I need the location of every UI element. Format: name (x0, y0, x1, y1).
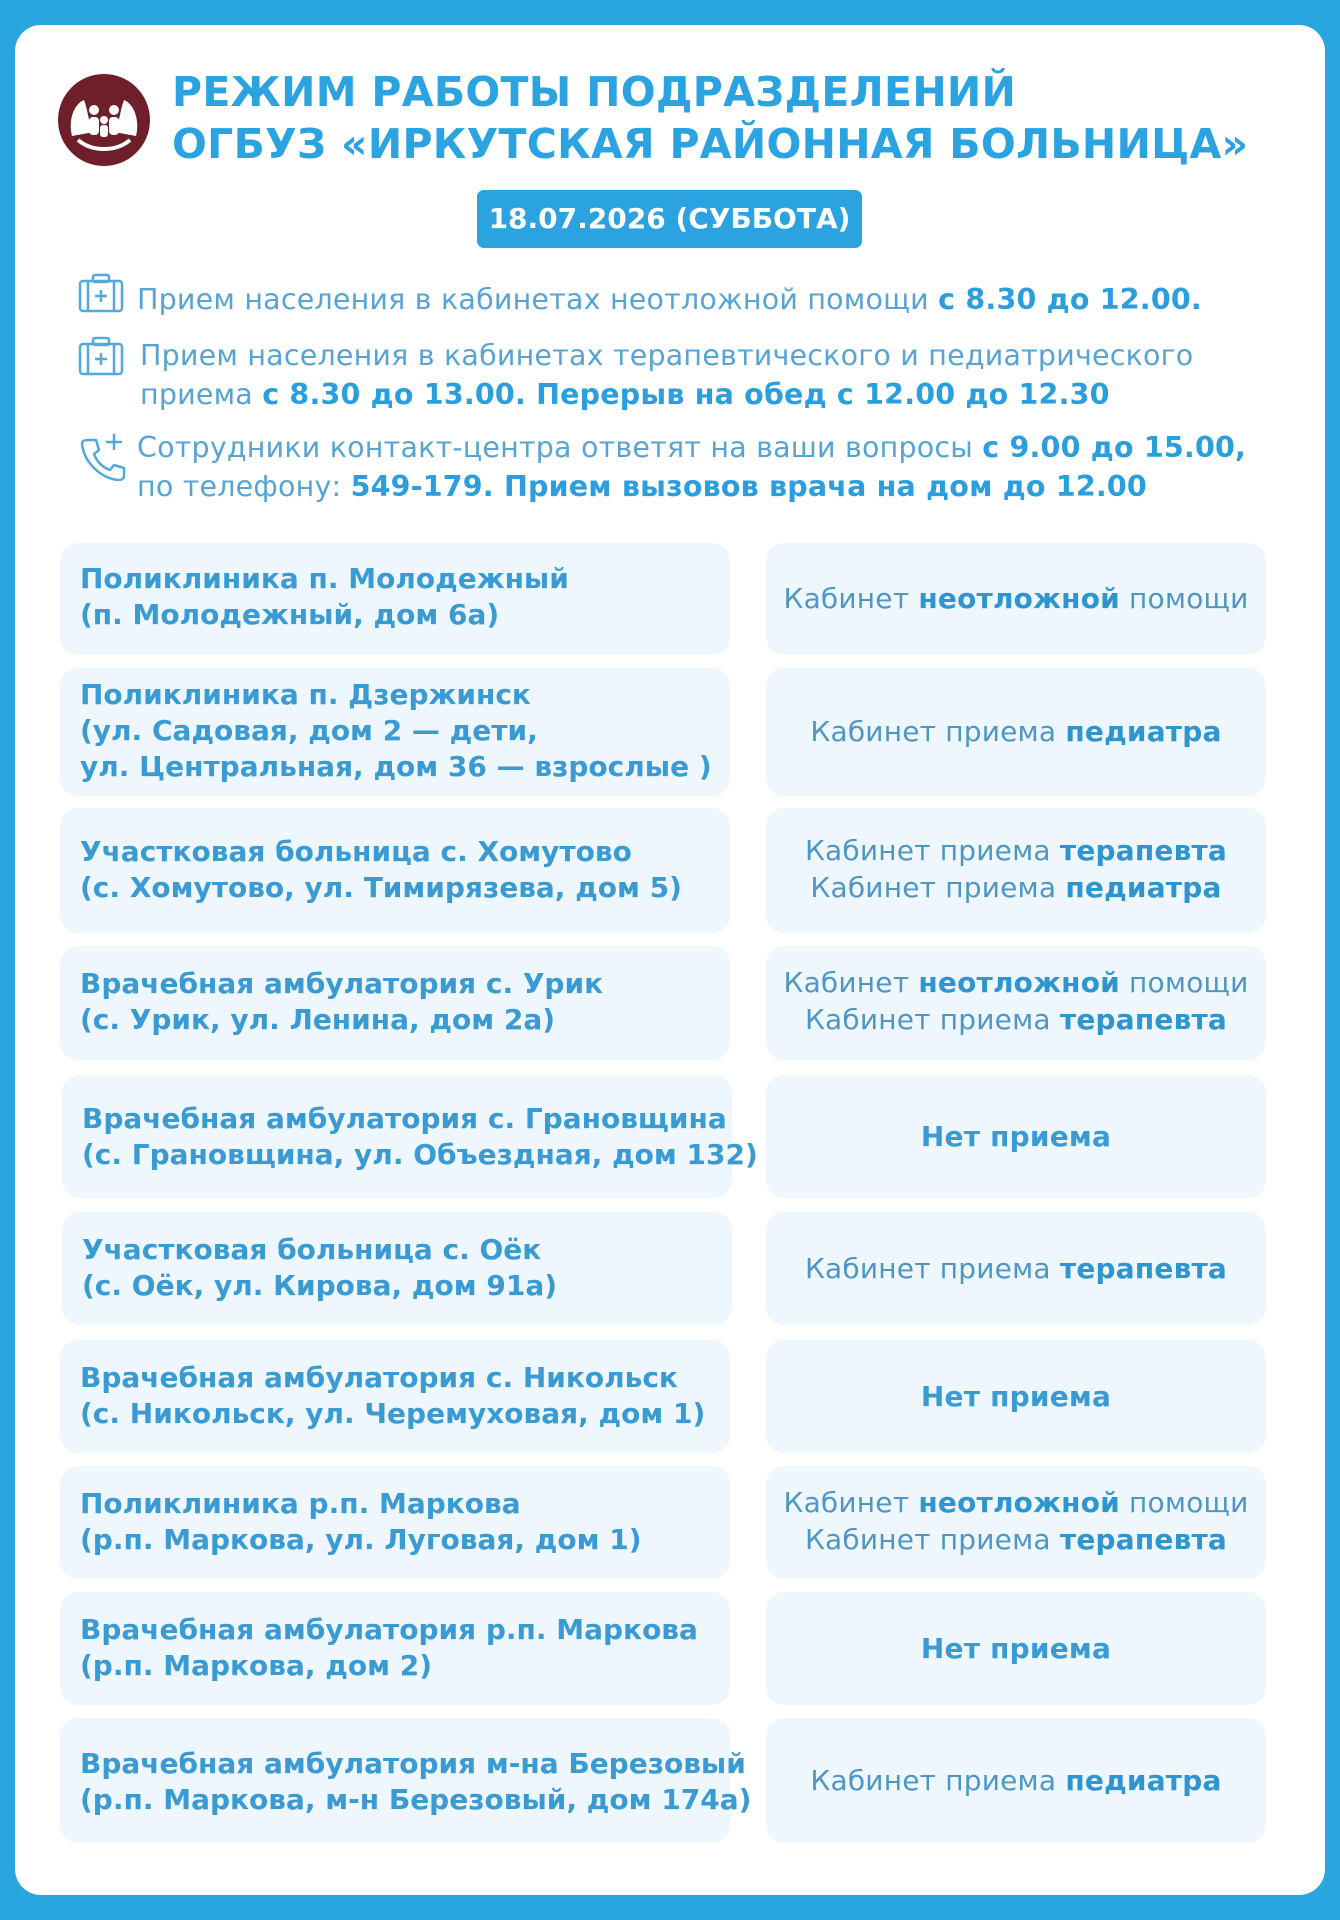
location-card (60, 1466, 730, 1579)
service-card (766, 1212, 1266, 1325)
service-line: Кабинет приема педиатра (810, 871, 1222, 904)
medical-case-icon (78, 336, 124, 376)
location-card (62, 1075, 758, 1198)
location-address: (с. Урик, ул. Ленина, дом 2а) (80, 1003, 556, 1036)
hospital-logo (58, 74, 150, 166)
page-title (172, 66, 1248, 170)
location-card (62, 1212, 732, 1325)
service-line: Кабинет приема терапевта (804, 834, 1228, 867)
service-line: Кабинет приема педиатра (810, 1764, 1222, 1797)
info-urgent-time: с 8.30 до 12.00. (938, 283, 1202, 316)
info-therapy-line1: Прием населения в кабинетах терапевтического и педиатрического (140, 339, 1194, 372)
location-address: (с. Грановщина, ул. Объездная, дом 132) (82, 1138, 758, 1171)
phone-plus-icon (78, 432, 126, 482)
date-badge: 18.07.2026 (СУББОТА) (477, 190, 862, 248)
family-in-hands-icon (58, 74, 150, 166)
location-address: (с. Хомутово, ул. Тимирязева, дом 5) (80, 871, 682, 904)
medical-case-icon (78, 273, 124, 313)
location-name: Поликлиника п. Молодежный (80, 562, 569, 595)
location-name: Участковая больница с. Хомутово (80, 835, 632, 868)
service-card (766, 668, 1266, 796)
service-card (766, 1466, 1266, 1579)
service-card (766, 1718, 1266, 1843)
info-therapy-line2: приема с 8.30 до 13.00. Перерыв на обед с 12.00 до 12.30 (140, 378, 1110, 411)
location-card (60, 1718, 752, 1843)
info-urgent-hours (137, 280, 1202, 319)
service-line: Кабинет неотложной помощи (783, 966, 1249, 999)
service-line: Нет приема (920, 1632, 1112, 1665)
service-card (766, 1075, 1266, 1198)
info-contact-line2: по телефону: 549-179. Прием вызовов врача на дом до 12.00 (137, 470, 1147, 503)
title-line-2: ОГБУЗ «ИРКУТСКАЯ РАЙОННАЯ БОЛЬНИЦА» (172, 120, 1249, 168)
location-address: (с. Оёк, ул. Кирова, дом 91а) (82, 1269, 558, 1302)
title-line-1: РЕЖИМ РАБОТЫ ПОДРАЗДЕЛЕНИЙ (172, 68, 1017, 116)
location-card (60, 1592, 730, 1705)
service-card (766, 808, 1266, 933)
location-address: (ул. Садовая, дом 2 — дети, (80, 714, 538, 747)
service-line: Кабинет приема педиатра (810, 715, 1222, 748)
service-line: Кабинет приема терапевта (804, 1252, 1228, 1285)
service-line: Кабинет приема терапевта (804, 1003, 1228, 1036)
location-address: (р.п. Маркова, дом 2) (80, 1649, 433, 1682)
location-name: Врачебная амбулатория с. Грановщина (82, 1102, 727, 1135)
location-address: (р.п. Маркова, м-н Березовый, дом 174а) (80, 1783, 752, 1816)
location-card (60, 668, 730, 796)
service-card (766, 1340, 1266, 1453)
location-name: Врачебная амбулатория р.п. Маркова (80, 1613, 698, 1646)
location-address: (с. Никольск, ул. Черемуховая, дом 1) (80, 1397, 706, 1430)
service-card (766, 1592, 1266, 1705)
service-line: Кабинет неотложной помощи (783, 1486, 1249, 1519)
location-card (60, 808, 730, 933)
info-contact-center (137, 428, 1246, 506)
location-card (60, 1340, 730, 1453)
service-line: Кабинет приема терапевта (804, 1523, 1228, 1556)
location-address: (п. Молодежный, дом 6а) (80, 598, 500, 631)
info-therapy-hours (140, 336, 1193, 414)
service-card (766, 946, 1266, 1060)
location-name: Поликлиника п. Дзержинск (80, 678, 531, 711)
service-line: Нет приема (920, 1120, 1112, 1153)
location-name: Врачебная амбулатория с. Никольск (80, 1361, 678, 1394)
info-contact-line1: Сотрудники контакт-центра ответят на ваши вопросы с 9.00 до 15.00, (137, 431, 1247, 464)
location-name: Участковая больница с. Оёк (82, 1233, 542, 1266)
service-line: Нет приема (920, 1380, 1112, 1413)
location-address: (р.п. Маркова, ул. Луговая, дом 1) (80, 1523, 642, 1556)
location-name: Поликлиника р.п. Маркова (80, 1487, 521, 1520)
location-name: Врачебная амбулатория с. Урик (80, 967, 604, 1000)
location-name: Врачебная амбулатория м-на Березовый (80, 1747, 746, 1780)
location-card (60, 946, 730, 1060)
location-card (60, 543, 730, 655)
info-urgent-text: Прием населения в кабинетах неотложной помощи (137, 283, 939, 316)
service-card (766, 543, 1266, 655)
location-address: ул. Центральная, дом 36 — взрослые ) (80, 750, 712, 783)
service-line: Кабинет неотложной помощи (783, 582, 1249, 615)
